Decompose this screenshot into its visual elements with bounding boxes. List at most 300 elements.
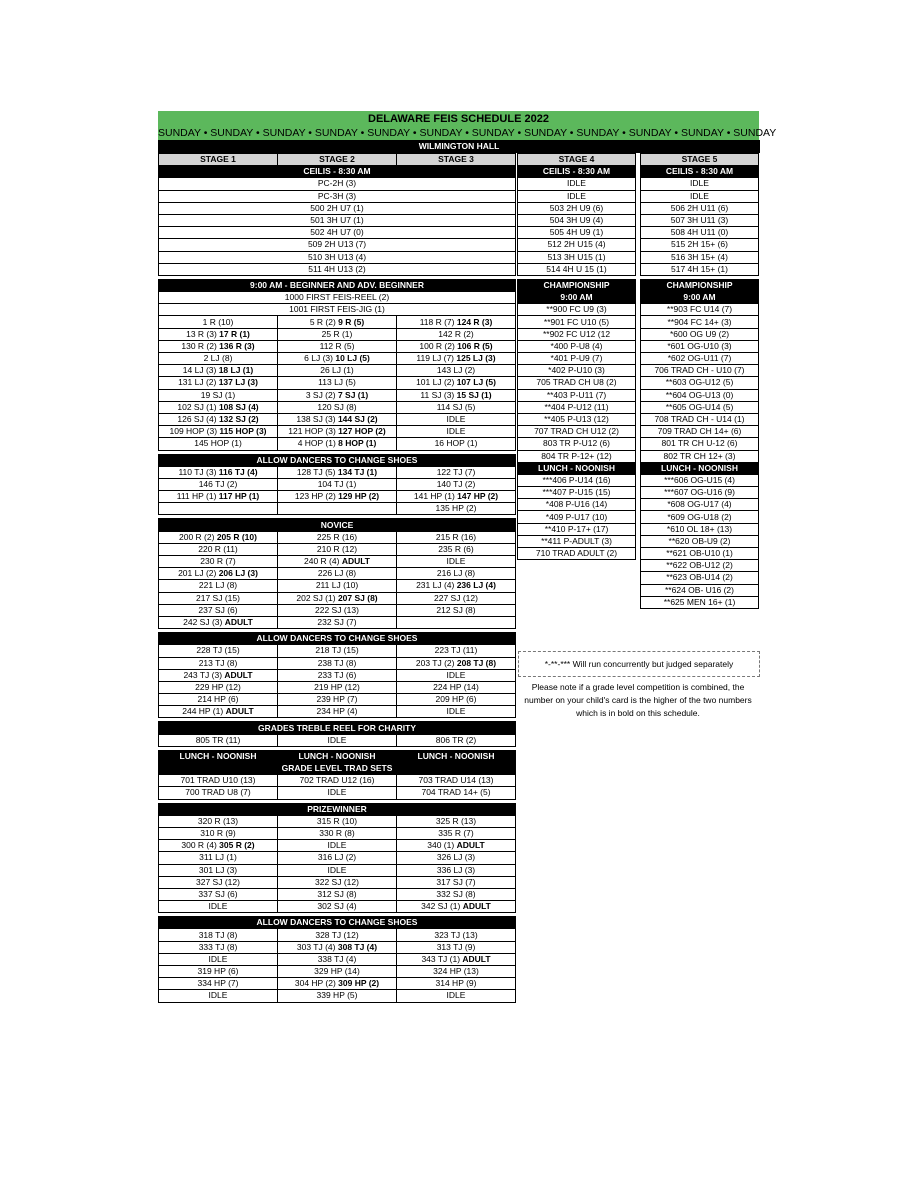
schedule-cell: 339 HP (5) [278, 990, 397, 1002]
schedule-row [159, 787, 516, 799]
stage-header: STAGE 4 [518, 154, 636, 166]
schedule-row [641, 178, 759, 190]
schedule-cell: IDLE [518, 190, 636, 202]
schedule-cell: 220 R (11) [159, 543, 278, 555]
schedule-cell: IDLE [278, 840, 397, 852]
schedule-cell: 803 TR P-U12 (6) [518, 438, 636, 450]
section-header-cell: LUNCH - NOONISH [518, 462, 636, 474]
schedule-row [518, 239, 636, 251]
schedule-row [159, 466, 516, 478]
schedule-cell: 508 4H U11 (0) [641, 227, 759, 239]
schedule-cell: 338 TJ (4) [278, 953, 397, 965]
schedule-row [518, 251, 636, 263]
schedule-cell: 244 HP (1) ADULT [159, 706, 278, 718]
schedule-row [641, 450, 759, 462]
schedule-row [641, 584, 759, 596]
schedule-cell: 702 TRAD U12 (16) [278, 775, 397, 787]
schedule-cell: 126 SJ (4) 132 SJ (2) [159, 413, 278, 425]
schedule-cell: 517 4H 15+ (1) [641, 263, 759, 275]
section-subheader-cell: GRADE LEVEL TRAD SETS [159, 763, 516, 775]
stage-header-row [641, 154, 759, 166]
schedule-cell: **405 P-U13 (12) [518, 413, 636, 425]
schedule-row [641, 401, 759, 413]
schedule-cell: 340 (1) ADULT [397, 840, 516, 852]
stage-header-row [159, 154, 516, 166]
schedule-cell: 314 HP (9) [397, 978, 516, 990]
schedule-row [518, 535, 636, 547]
schedule-cell: 202 SJ (1) 207 SJ (8) [278, 592, 397, 604]
schedule-cell: 242 SJ (3) ADULT [159, 616, 278, 628]
schedule-row [159, 840, 516, 852]
section-header-cell: LUNCH - NOONISH [397, 750, 516, 762]
schedule-cell [278, 503, 397, 515]
schedule-cell: 335 R (7) [397, 827, 516, 839]
schedule-row [641, 328, 759, 340]
schedule-row [159, 263, 516, 275]
schedule-cell: 311 LJ (1) [159, 852, 278, 864]
schedule-cell: IDLE [278, 787, 397, 799]
schedule-cell: 111 HP (1) 117 HP (1) [159, 491, 278, 503]
section-header-cell: LUNCH - NOONISH [159, 750, 278, 762]
schedule-cell: 302 SJ (4) [278, 901, 397, 913]
section-header [641, 462, 759, 474]
schedule-cell: 324 HP (13) [397, 966, 516, 978]
schedule-cell: 337 SJ (6) [159, 888, 278, 900]
schedule-cell: 227 SJ (12) [397, 592, 516, 604]
schedule-cell: 1 R (10) [159, 316, 278, 328]
schedule-cell: 222 SJ (13) [278, 604, 397, 616]
section-header-cell: ALLOW DANCERS TO CHANGE SHOES [159, 454, 516, 466]
schedule-cell: *610 OL 18+ (13) [641, 523, 759, 535]
schedule-cell: ***606 OG-U15 (4) [641, 474, 759, 486]
section-header [641, 279, 759, 291]
schedule-cell: **901 FC U10 (5) [518, 316, 636, 328]
schedule-row [518, 474, 636, 486]
schedule-cell: 312 SJ (8) [278, 888, 397, 900]
schedule-row [159, 990, 516, 1002]
schedule-cell: 238 TJ (8) [278, 657, 397, 669]
schedule-row [159, 616, 516, 628]
schedule-cell: 112 R (5) [278, 340, 397, 352]
schedule-cell: 6 LJ (3) 10 LJ (5) [278, 353, 397, 365]
schedule-cell: 703 TRAD U14 (13) [397, 775, 516, 787]
section-header [159, 750, 516, 762]
schedule-row [159, 190, 516, 202]
stage-header: STAGE 5 [641, 154, 759, 166]
schedule-row [159, 953, 516, 965]
schedule-cell: 323 TJ (13) [397, 929, 516, 941]
schedule-cell: ***406 P-U14 (16) [518, 474, 636, 486]
schedule-cell: 109 HOP (3) 115 HOP (3) [159, 426, 278, 438]
schedule-row [159, 864, 516, 876]
stage-header-row [518, 154, 636, 166]
section-header-cell: CEILIS - 8:30 AM [518, 166, 636, 178]
schedule-row [159, 580, 516, 592]
schedule-row [159, 426, 516, 438]
section-header [159, 166, 516, 178]
section-header-cell: ALLOW DANCERS TO CHANGE SHOES [159, 633, 516, 645]
schedule-cell: 509 2H U13 (7) [159, 239, 516, 251]
schedule-cell: 213 TJ (8) [159, 657, 278, 669]
schedule-row [641, 535, 759, 547]
schedule-row [159, 604, 516, 616]
concurrent-note: *-**-*** Will run concurrently but judged separately [518, 651, 760, 677]
schedule-cell: 2 LJ (8) [159, 353, 278, 365]
schedule-row [159, 592, 516, 604]
schedule-cell: 218 TJ (15) [278, 645, 397, 657]
hall-header [158, 140, 760, 153]
schedule-cell: **604 OG-U13 (0) [641, 389, 759, 401]
schedule-row [641, 353, 759, 365]
schedule-cell: 210 R (12) [278, 543, 397, 555]
schedule-row [159, 202, 516, 214]
schedule-cell: 701 TRAD U10 (13) [159, 775, 278, 787]
schedule-row [641, 413, 759, 425]
schedule-row [518, 413, 636, 425]
schedule-row [518, 353, 636, 365]
schedule-cell: *409 P-U17 (10) [518, 511, 636, 523]
schedule-row [641, 377, 759, 389]
schedule-cell: *602 OG-U11 (7) [641, 353, 759, 365]
stages-1-3-schedule [158, 153, 516, 1003]
schedule-row [159, 966, 516, 978]
schedule-cell: *400 P-U8 (4) [518, 340, 636, 352]
schedule-cell: 802 TR CH 12+ (3) [641, 450, 759, 462]
schedule-row [159, 239, 516, 251]
schedule-cell: 511 4H U13 (2) [159, 263, 516, 275]
schedule-row [159, 657, 516, 669]
schedule-cell: 513 3H U15 (1) [518, 251, 636, 263]
schedule-cell: 327 SJ (12) [159, 876, 278, 888]
schedule-cell: 300 R (4) 305 R (2) [159, 840, 278, 852]
schedule-cell: 142 R (2) [397, 328, 516, 340]
schedule-row [159, 292, 516, 304]
schedule-cell: 138 SJ (3) 144 SJ (2) [278, 413, 397, 425]
section-header-cell: 9:00 AM - BEGINNER AND ADV. BEGINNER [159, 279, 516, 291]
schedule-row [641, 511, 759, 523]
schedule-cell: 211 LJ (10) [278, 580, 397, 592]
schedule-cell: 145 HOP (1) [159, 438, 278, 450]
schedule-cell: 203 TJ (2) 208 TJ (8) [397, 657, 516, 669]
section-header-cell: CEILIS - 8:30 AM [159, 166, 516, 178]
schedule-cell: PC-3H (3) [159, 190, 516, 202]
schedule-row [641, 426, 759, 438]
schedule-cell: IDLE [397, 556, 516, 568]
schedule-cell: 224 HP (14) [397, 681, 516, 693]
section-header [518, 462, 636, 474]
schedule-cell: 233 TJ (6) [278, 669, 397, 681]
schedule-cell: *600 OG U9 (2) [641, 328, 759, 340]
schedule-row [518, 202, 636, 214]
schedule-cell: 234 HP (4) [278, 706, 397, 718]
schedule-row [159, 941, 516, 953]
schedule-cell: 225 R (16) [278, 531, 397, 543]
schedule-cell: 100 R (2) 106 R (5) [397, 340, 516, 352]
schedule-cell: 1000 FIRST FEIS-REEL (2) [159, 292, 516, 304]
stage-5-schedule [640, 153, 759, 609]
schedule-cell: 200 R (2) 205 R (10) [159, 531, 278, 543]
grade-combined-note: Please note if a grade level competition is combined, the number on your child's card is the higher of the two numbers which is in bold on this schedule. [524, 682, 752, 718]
schedule-row [518, 178, 636, 190]
section-header [159, 454, 516, 466]
schedule-row [159, 214, 516, 226]
schedule-cell: 303 TJ (4) 308 TJ (4) [278, 941, 397, 953]
schedule-row [641, 523, 759, 535]
schedule-cell: *608 OG-U17 (4) [641, 499, 759, 511]
schedule-cell: **404 P-U12 (11) [518, 401, 636, 413]
schedule-cell: **403 P-U11 (7) [518, 389, 636, 401]
schedule-cell: 240 R (4) ADULT [278, 556, 397, 568]
schedule-row [518, 438, 636, 450]
stage-header: STAGE 2 [278, 154, 397, 166]
schedule-row [641, 190, 759, 202]
schedule-cell: IDLE [641, 178, 759, 190]
schedule-cell: 516 3H 15+ (4) [641, 251, 759, 263]
schedule-row [159, 353, 516, 365]
schedule-row [159, 568, 516, 580]
schedule-cell: 505 4H U9 (1) [518, 227, 636, 239]
schedule-cell: **620 OB-U9 (2) [641, 535, 759, 547]
schedule-cell: IDLE [397, 413, 516, 425]
schedule-cell: 336 LJ (3) [397, 864, 516, 876]
schedule-cell: IDLE [278, 734, 397, 746]
schedule-cell: 104 TJ (1) [278, 478, 397, 490]
schedule-cell: 343 TJ (1) ADULT [397, 953, 516, 965]
schedule-cell: 806 TR (2) [397, 734, 516, 746]
schedule-cell: 221 LJ (8) [159, 580, 278, 592]
schedule-row [159, 491, 516, 503]
schedule-row [518, 316, 636, 328]
schedule-row [518, 377, 636, 389]
schedule-row [518, 487, 636, 499]
schedule-row [159, 401, 516, 413]
schedule-cell: **410 P-17+ (17) [518, 523, 636, 535]
schedule-cell: 503 2H U9 (6) [518, 202, 636, 214]
schedule-cell: 332 SJ (8) [397, 888, 516, 900]
schedule-cell: 102 SJ (1) 108 SJ (4) [159, 401, 278, 413]
schedule-row [518, 389, 636, 401]
schedule-cell: 322 SJ (12) [278, 876, 397, 888]
schedule-cell: 11 SJ (3) 15 SJ (1) [397, 389, 516, 401]
schedule-cell: 507 3H U11 (3) [641, 214, 759, 226]
schedule-row [159, 734, 516, 746]
schedule-cell: 3 SJ (2) 7 SJ (1) [278, 389, 397, 401]
schedule-cell: 215 R (16) [397, 531, 516, 543]
section-header-cell: 9:00 AM [641, 292, 759, 304]
schedule-row [518, 365, 636, 377]
schedule-cell: IDLE [397, 706, 516, 718]
schedule-row [518, 304, 636, 316]
schedule-row [641, 263, 759, 275]
schedule-row [641, 214, 759, 226]
section-header [518, 279, 636, 291]
schedule-row [159, 694, 516, 706]
schedule-cell: 709 TRAD CH 14+ (6) [641, 426, 759, 438]
schedule-cell: 120 SJ (8) [278, 401, 397, 413]
stage-header: STAGE 3 [397, 154, 516, 166]
schedule-cell: IDLE [159, 953, 278, 965]
section-header-cell: CHAMPIONSHIP [518, 279, 636, 291]
schedule-cell: IDLE [278, 864, 397, 876]
schedule-cell: **904 FC 14+ (3) [641, 316, 759, 328]
schedule-row [641, 560, 759, 572]
schedule-cell: 704 TRAD 14+ (5) [397, 787, 516, 799]
schedule-cell: 135 HP (2) [397, 503, 516, 515]
schedule-cell: 231 LJ (4) 236 LJ (4) [397, 580, 516, 592]
schedule-cell: 232 SJ (7) [278, 616, 397, 628]
schedule-cell: 226 LJ (8) [278, 568, 397, 580]
schedule-cell: 25 R (1) [278, 328, 397, 340]
schedule-cell: 304 HP (2) 309 HP (2) [278, 978, 397, 990]
schedule-cell: 13 R (3) 17 R (1) [159, 328, 278, 340]
schedule-row [641, 474, 759, 486]
section-header [641, 292, 759, 304]
schedule-cell: 201 LJ (2) 206 LJ (3) [159, 568, 278, 580]
schedule-row [159, 316, 516, 328]
schedule-row [159, 251, 516, 263]
schedule-row [159, 645, 516, 657]
schedule-row [159, 681, 516, 693]
schedule-cell: 237 SJ (6) [159, 604, 278, 616]
schedule-cell: 235 R (6) [397, 543, 516, 555]
schedule-cell: 328 TJ (12) [278, 929, 397, 941]
schedule-row [159, 775, 516, 787]
schedule-row [159, 901, 516, 913]
section-header [159, 633, 516, 645]
schedule-cell: IDLE [641, 190, 759, 202]
schedule-cell: **605 OG-U14 (5) [641, 401, 759, 413]
schedule-row [159, 815, 516, 827]
schedule-row [159, 852, 516, 864]
schedule-row [518, 227, 636, 239]
section-header-cell: 9:00 AM [518, 292, 636, 304]
schedule-cell: *401 P-U9 (7) [518, 353, 636, 365]
schedule-row [159, 365, 516, 377]
schedule-cell: IDLE [397, 669, 516, 681]
schedule-row [518, 214, 636, 226]
schedule-cell: 113 LJ (5) [278, 377, 397, 389]
section-header-cell: CHAMPIONSHIP [641, 279, 759, 291]
schedule-cell: 16 HOP (1) [397, 438, 516, 450]
schedule-row [641, 202, 759, 214]
section-header [159, 722, 516, 734]
schedule-cell: 119 LJ (7) 125 LJ (3) [397, 353, 516, 365]
schedule-row [518, 263, 636, 275]
schedule-cell: IDLE [397, 990, 516, 1002]
schedule-cell: 313 TJ (9) [397, 941, 516, 953]
schedule-row [641, 548, 759, 560]
schedule-cell: 705 TRAD CH U8 (2) [518, 377, 636, 389]
schedule-row [159, 389, 516, 401]
schedule-cell: 26 LJ (1) [278, 365, 397, 377]
schedule-row [159, 438, 516, 450]
schedule-cell: 219 HP (12) [278, 681, 397, 693]
section-header [641, 166, 759, 178]
section-header [159, 519, 516, 531]
schedule-cell: 804 TR P-12+ (12) [518, 450, 636, 462]
schedule-cell: **625 MEN 16+ (1) [641, 596, 759, 608]
schedule-cell: 316 LJ (2) [278, 852, 397, 864]
schedule-row [159, 413, 516, 425]
schedule-cell: IDLE [518, 178, 636, 190]
schedule-row [518, 548, 636, 560]
schedule-row [641, 572, 759, 584]
schedule-cell: 209 HP (6) [397, 694, 516, 706]
schedule-cell: *402 P-U10 (3) [518, 365, 636, 377]
schedule-row [641, 389, 759, 401]
schedule-cell: 114 SJ (5) [397, 401, 516, 413]
schedule-cell: 143 LJ (2) [397, 365, 516, 377]
schedule-cell: **622 OB-U12 (2) [641, 560, 759, 572]
schedule-cell: 805 TR (11) [159, 734, 278, 746]
schedule-cell: 141 HP (1) 147 HP (2) [397, 491, 516, 503]
schedule-cell: **411 P-ADULT (3) [518, 535, 636, 547]
schedule-cell: 223 TJ (11) [397, 645, 516, 657]
day-banner: SUNDAY • SUNDAY • SUNDAY • SUNDAY • SUNDAY • SUNDAY • SUNDAY • SUNDAY • SUNDAY • SUNDAY • SUNDAY • SUNDAY [158, 127, 777, 139]
schedule-cell: 710 TRAD ADULT (2) [518, 548, 636, 560]
schedule-row [518, 511, 636, 523]
schedule-cell: **621 OB-U10 (1) [641, 548, 759, 560]
schedule-cell [159, 503, 278, 515]
schedule-cell: *408 P-U16 (14) [518, 499, 636, 511]
schedule-row [641, 239, 759, 251]
schedule-cell: 130 R (2) 136 R (3) [159, 340, 278, 352]
schedule-cell: 121 HOP (3) 127 HOP (2) [278, 426, 397, 438]
schedule-row [518, 426, 636, 438]
schedule-cell: 510 3H U13 (4) [159, 251, 516, 263]
schedule-cell: 123 HP (2) 129 HP (2) [278, 491, 397, 503]
schedule-cell: 318 TJ (8) [159, 929, 278, 941]
schedule-cell: 230 R (7) [159, 556, 278, 568]
schedule-cell: **902 FC U12 (12 [518, 328, 636, 340]
schedule-cell: 708 TRAD CH - U14 (1) [641, 413, 759, 425]
schedule-row [159, 227, 516, 239]
schedule-row [518, 523, 636, 535]
section-header-cell: LUNCH - NOONISH [641, 462, 759, 474]
schedule-row [159, 478, 516, 490]
section-header [159, 917, 516, 929]
schedule-cell: IDLE [159, 990, 278, 1002]
schedule-cell: 131 LJ (2) 137 LJ (3) [159, 377, 278, 389]
schedule-cell: 14 LJ (3) 18 LJ (1) [159, 365, 278, 377]
schedule-row [159, 304, 516, 316]
page-title: DELAWARE FEIS SCHEDULE 2022 [368, 113, 549, 125]
schedule-cell: 342 SJ (1) ADULT [397, 901, 516, 913]
section-header-cell: CEILIS - 8:30 AM [641, 166, 759, 178]
schedule-row [641, 304, 759, 316]
schedule-cell: 514 4H U 15 (1) [518, 263, 636, 275]
schedule-cell: 128 TJ (5) 134 TJ (1) [278, 466, 397, 478]
schedule-row [159, 706, 516, 718]
schedule-row [159, 978, 516, 990]
schedule-row [159, 340, 516, 352]
schedule-cell: 700 TRAD U8 (7) [159, 787, 278, 799]
schedule-cell: 325 R (13) [397, 815, 516, 827]
schedule-cell: 301 LJ (3) [159, 864, 278, 876]
schedule-row [641, 251, 759, 263]
schedule-cell: PC-2H (3) [159, 178, 516, 190]
schedule-cell: 212 SJ (8) [397, 604, 516, 616]
schedule-row [159, 377, 516, 389]
schedule-row [159, 929, 516, 941]
schedule-cell: 310 R (9) [159, 827, 278, 839]
schedule-cell: 146 TJ (2) [159, 478, 278, 490]
schedule-cell: 214 HP (6) [159, 694, 278, 706]
schedule-row [641, 438, 759, 450]
schedule-cell: 1001 FIRST FEIS-JIG (1) [159, 304, 516, 316]
schedule-row [159, 888, 516, 900]
schedule-cell: 706 TRAD CH - U10 (7) [641, 365, 759, 377]
